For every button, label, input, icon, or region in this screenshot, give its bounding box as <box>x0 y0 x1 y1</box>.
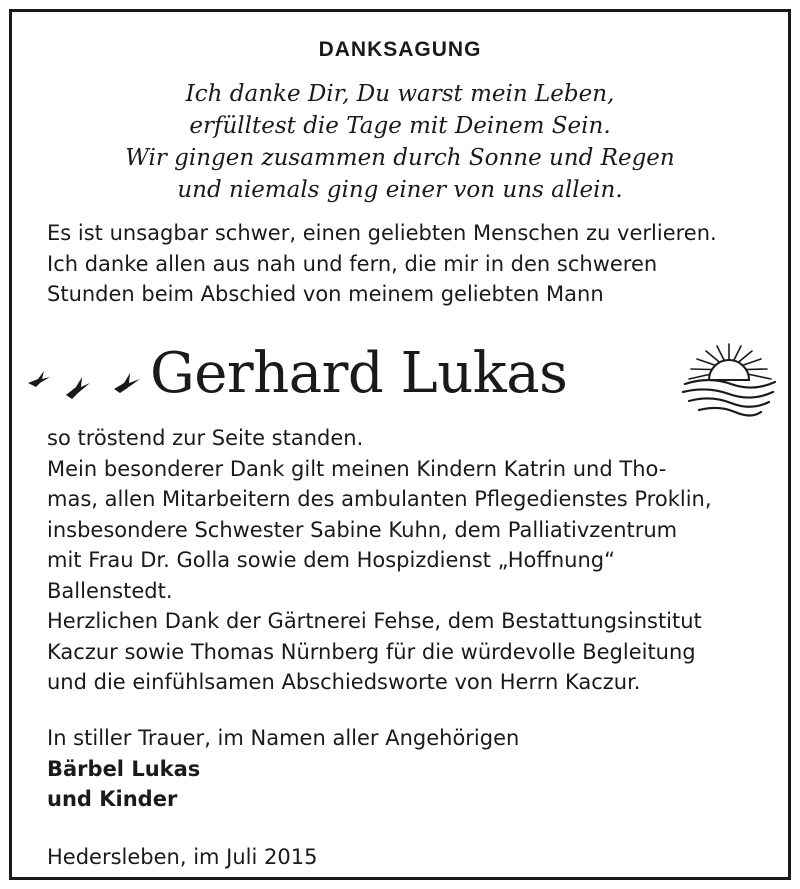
body-line: Mein besonderer Dank gilt meinen Kindern Katrin und Tho- <box>47 456 667 481</box>
flying-birds-icon <box>26 357 148 407</box>
place-date: Hedersleben, im Juli 2015 <box>47 845 318 869</box>
body-line: insbesondere Schwester Sabine Kuhn, dem Palliativzentrum <box>47 517 678 542</box>
obituary-card <box>9 9 791 880</box>
intro-line: Stunden beim Abschied von meinem geliebten Mann <box>47 282 604 306</box>
intro-text <box>47 218 767 310</box>
body-line: mas, allen Mitarbeitern des ambulanten Pflegedienstes Proklin, <box>47 487 712 511</box>
body-line: Ballenstedt. <box>47 578 173 603</box>
body-line: Kaczur sowie Thomas Nürnberg für die würdevolle Begleitung <box>47 639 696 664</box>
sunset-over-sea-icon <box>679 340 779 420</box>
closing-line: In stiller Trauer, im Namen aller Angehörigen <box>47 726 520 750</box>
heading: DANKSAGUNG <box>318 38 482 61</box>
deceased-name: Gerhard Lukas <box>150 341 568 406</box>
poem-line: Ich danke Dir, Du warst mein Leben, <box>185 81 615 107</box>
body-text <box>47 423 767 698</box>
intro-line: Es ist unsagbar schwer, einen geliebten Menschen zu verlieren. <box>47 221 717 245</box>
body-line: so tröstend zur Seite standen. <box>47 426 364 450</box>
intro-line: Ich danke allen aus nah und fern, die mir in den schweren <box>47 251 658 276</box>
body-line: und die einfühlsamen Abschiedsworte von Herrn Kaczur. <box>47 670 641 694</box>
poem-line: Wir gingen zusammen durch Sonne und Regen <box>125 145 675 171</box>
body-line: mit Frau Dr. Golla sowie dem Hospizdienst „Hoffnung“ <box>47 548 615 572</box>
body-line: Herzlichen Dank der Gärtnerei Fehse, dem Bestattungsinstitut <box>47 609 702 633</box>
closing <box>47 723 767 815</box>
poem-line: und niemals ging einer von uns allein. <box>177 177 623 203</box>
poem <box>12 78 788 206</box>
bird-icon <box>28 371 50 387</box>
bird-icon <box>114 373 140 393</box>
signer-name: Bärbel Lukas <box>47 756 201 781</box>
poem-line: erfülltest die Tage mit Deinem Sein. <box>189 113 611 139</box>
signer-family: und Kinder <box>47 787 178 811</box>
bird-icon <box>66 377 90 399</box>
